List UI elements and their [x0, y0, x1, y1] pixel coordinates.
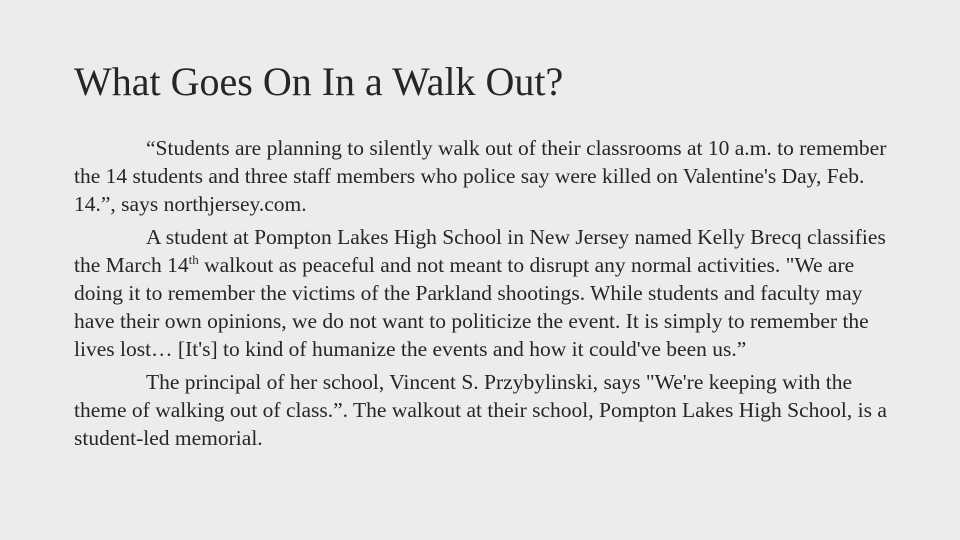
- paragraph-text-before: A student at Pompton Lakes High School in New Jersey named Kelly Brecq classifies the March 14: [74, 225, 886, 277]
- slide-title: What Goes On In a Walk Out?: [74, 59, 564, 104]
- slide-body: [74, 134, 894, 457]
- paragraph-text-after: walkout as peaceful and not meant to disrupt any normal activities. "We are doing it to remember the victims of the Parkland shootings. While students and faculty may have their own opinions, we do not want to politicize the event. It is simply to remember the lives lost… [It's] to kind of humanize the events and how it could've been us.”: [74, 253, 869, 361]
- ordinal-superscript: th: [188, 252, 199, 267]
- paragraph-walkout-plan: “Students are planning to silently walk out of their classrooms at 10 a.m. to remember the 14 students and three staff members who police say were killed on Valentine's Day, Feb. 14.”, says northjersey.com.: [74, 136, 887, 216]
- paragraph-student-quote: [74, 223, 894, 363]
- paragraph-principal-quote: The principal of her school, Vincent S. Przybylinski, says "We're keeping with the theme of walking out of class.”. The walkout at their school, Pompton Lakes High School, is a student-led memorial.: [74, 370, 887, 450]
